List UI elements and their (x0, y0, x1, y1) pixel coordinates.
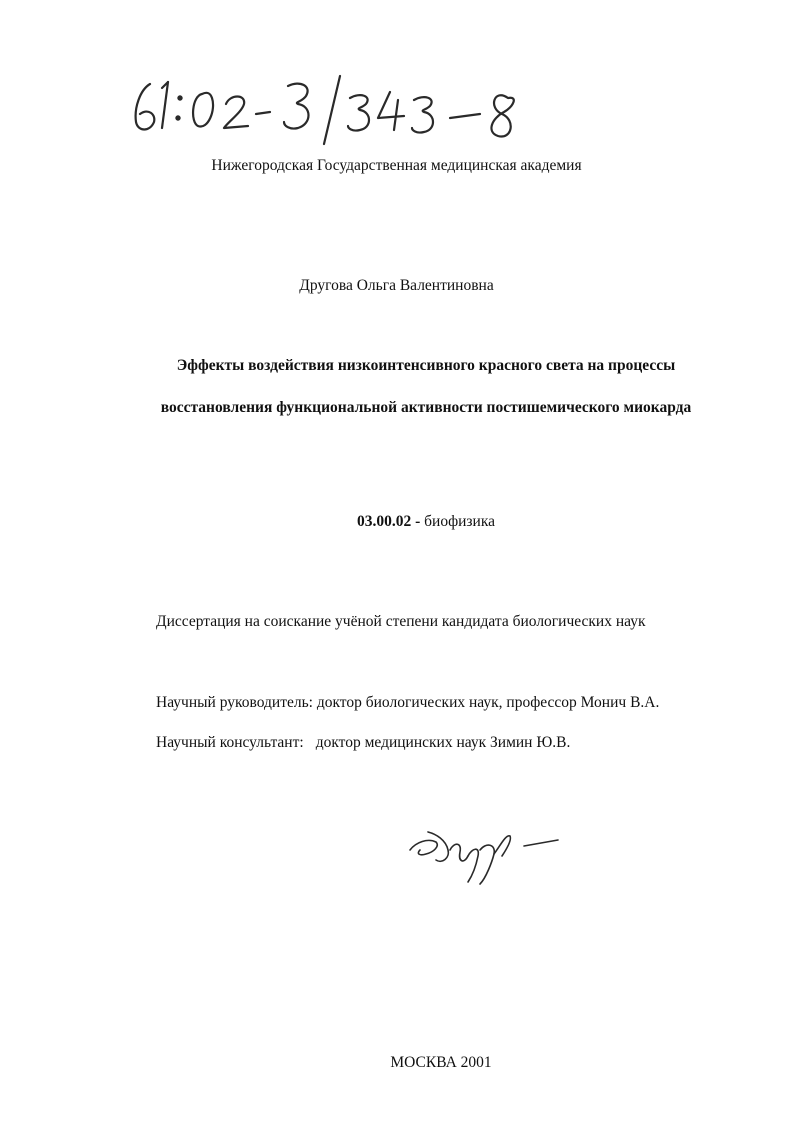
signature-text: Друг - (406, 820, 409, 821)
consultant-value: доктор медицинских наук Зимин Ю.В. (315, 734, 571, 751)
thesis-statement: Диссертация на соискание учёной степени кандидата биологических наук (156, 613, 646, 630)
archive-code-text: 61:02-3/343-8 (128, 66, 134, 67)
thesis-title-line-1: Эффекты воздействия низкоинтенсивного красного света на процессы (176, 357, 676, 374)
supervisor-value: доктор биологических наук, профессор Монич В.А. (316, 694, 660, 711)
thesis-title-line-2: восстановления функциональной активности постишемического миокарда (160, 399, 692, 416)
author-name: Другова Ольга Валентиновна (299, 277, 494, 294)
specialty-name: биофизика (424, 513, 496, 530)
institution-name: Нижегородская Государственная медицинская академия (211, 157, 582, 174)
city-and-year: МОСКВА 2001 (390, 1054, 492, 1071)
consultant-label: Научный консультант: (156, 734, 304, 751)
author-signature (406, 820, 566, 890)
supervisor-line (156, 693, 659, 713)
specialty-code: 03.00.02 - (356, 513, 421, 530)
handwritten-archive-code (128, 66, 548, 161)
specialty (0, 512, 793, 532)
supervisor-label: Научный руководитель: (156, 694, 313, 711)
consultant-line (156, 733, 570, 753)
